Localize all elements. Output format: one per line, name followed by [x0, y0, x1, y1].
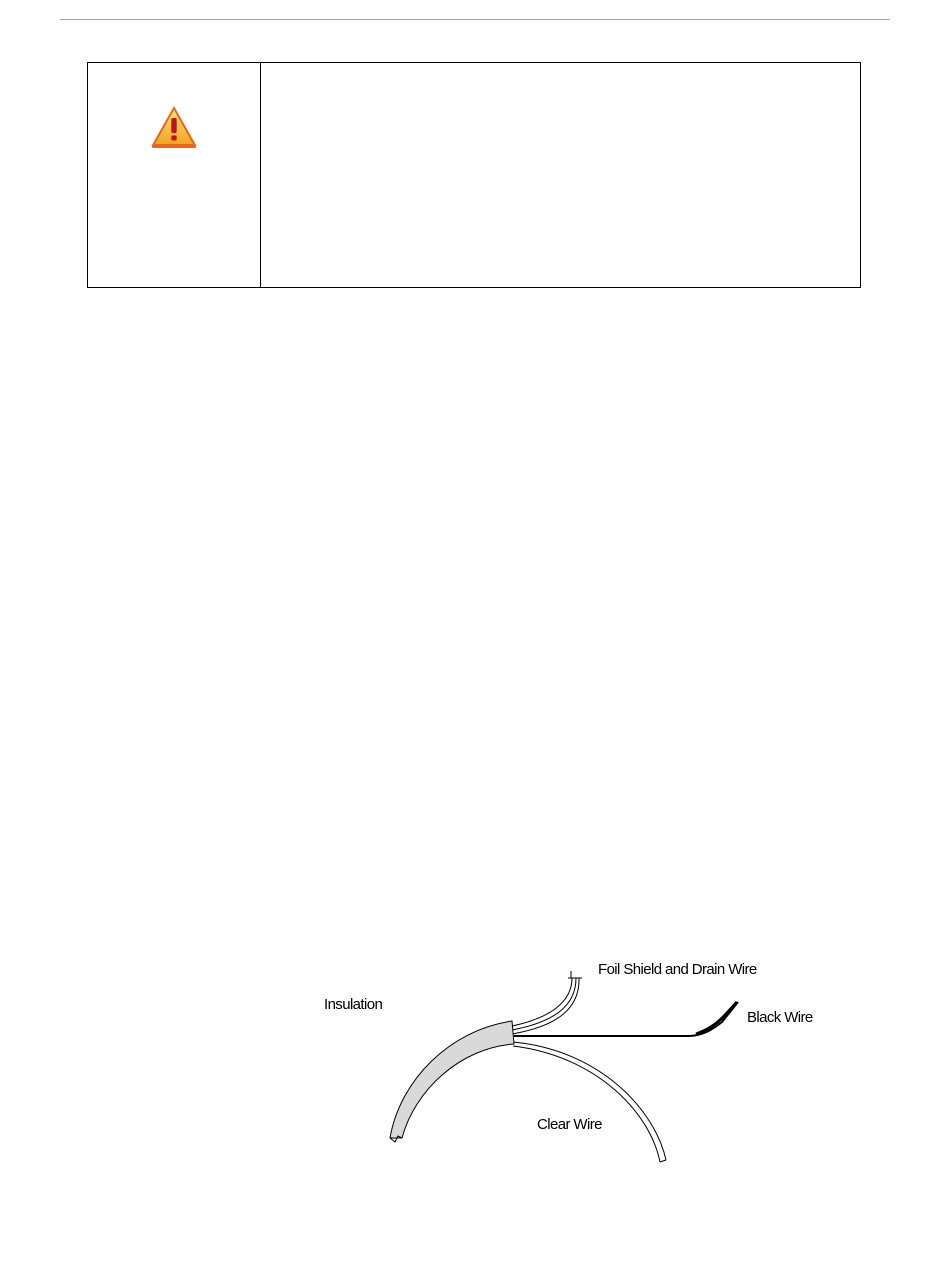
label-clear-wire: Clear Wire — [537, 1116, 602, 1133]
label-insulation: Insulation — [324, 996, 383, 1013]
label-foil-shield: Foil Shield and Drain Wire — [598, 961, 757, 978]
warning-triangle-icon — [149, 103, 199, 151]
header-rule — [60, 19, 890, 20]
warning-box — [87, 62, 861, 288]
label-black-wire: Black Wire — [747, 1009, 813, 1026]
cable-diagram-drawing — [300, 950, 840, 1180]
warning-text-cell — [261, 63, 860, 287]
cable-diagram — [300, 950, 840, 1180]
warning-icon-cell — [88, 63, 261, 287]
